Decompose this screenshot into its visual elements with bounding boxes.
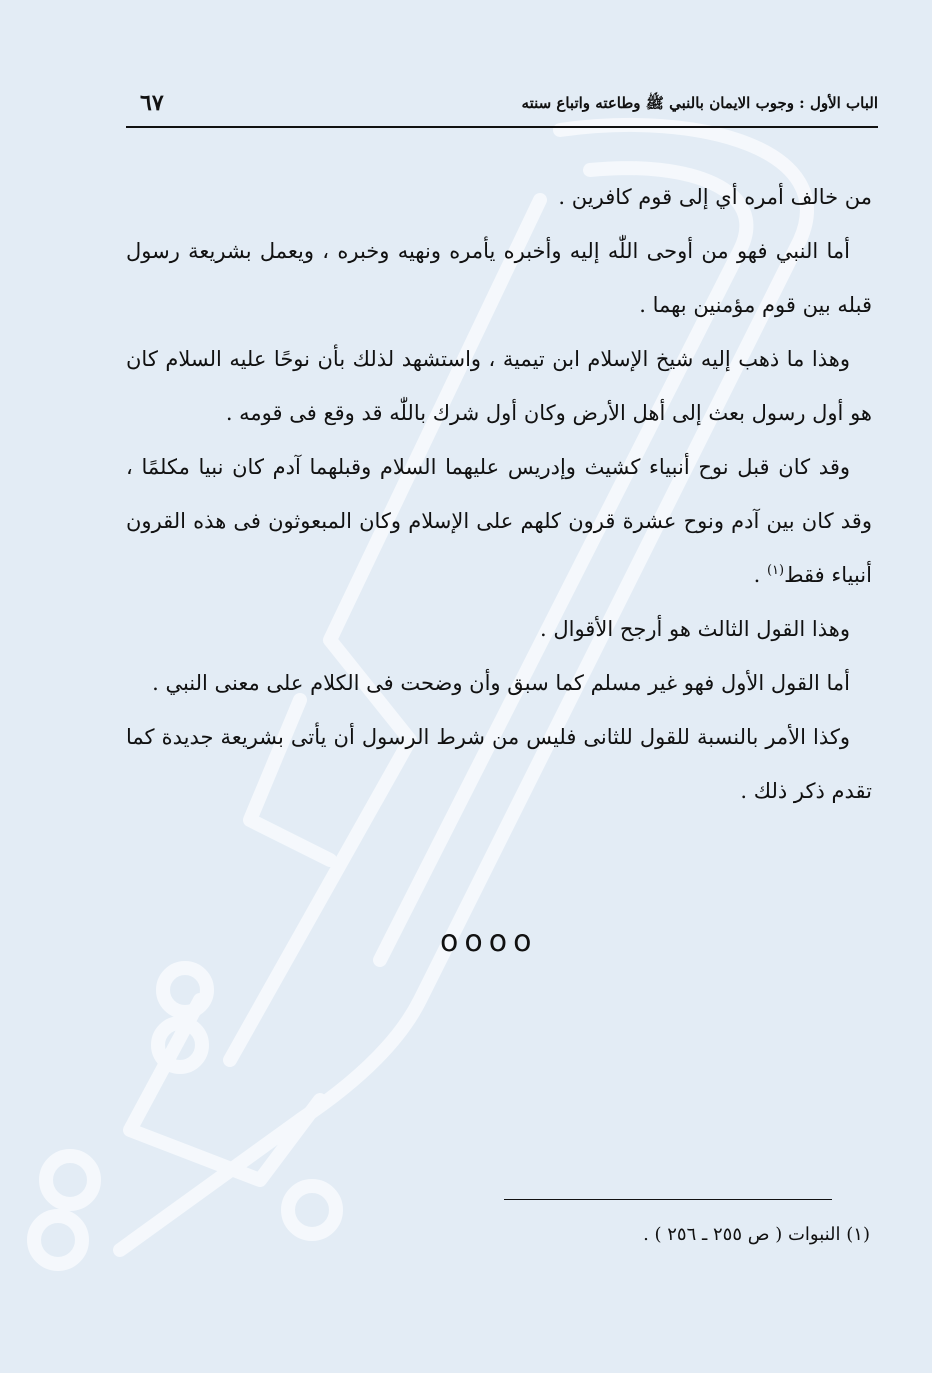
paragraph: أما القول الأول فهو غير مسلم كما سبق وأن وضحت فى الكلام على معنى النبي .: [152, 671, 850, 695]
footnote-divider: [504, 1199, 832, 1200]
paragraph: وهذا القول الثالث هو أرجح الأقوال .: [540, 617, 850, 641]
footnote: (١) النبوات ( ص ٢٥٥ ـ ٢٥٦ ) .: [643, 1224, 870, 1245]
paragraph-text: وقد كان قبل نوح أنبياء كشيث وإدريس عليهما السلام وقبلهما آدم كان نبيا مكلمًا ، وقد كان بين آدم ونوح عشرة قرون كلهم على الإسلام وكان المبعوثون فى هذه القرون أنبياء فقط: [126, 455, 872, 587]
paragraph: وكذا الأمر بالنسبة للقول للثانى فليس من شرط الرسول أن يأتى بشريعة جديدة كما تقدم ذكر ذلك .: [126, 725, 872, 803]
paragraph: وهذا ما ذهب إليه شيخ الإسلام ابن تيمية ، واستشهد لذلك بأن نوحًا عليه السلام كان هو أول رسول بعث إلى أهل الأرض وكان أول شرك باللّٰه قد وقع فى قومه .: [126, 347, 872, 425]
body-text: [126, 170, 872, 818]
paragraph: من خالف أمره أي إلى قوم كافرين .: [558, 185, 872, 209]
section-end-mark: oooo: [440, 924, 538, 959]
paragraph: [126, 440, 872, 602]
footnote-reference: (١): [766, 563, 785, 578]
paragraph-end: .: [753, 563, 767, 587]
paragraph: أما النبي فهو من أوحى اللّٰه إليه وأخبره يأمره ونهيه وخبره ، ويعمل بشريعة رسول قبله بين قوم مؤمنين بهما .: [126, 239, 872, 317]
running-title: الباب الأول : وجوب الايمان بالنبي ﷺ وطاعته واتباع سنته: [521, 94, 878, 112]
page-number: ٦٧: [140, 90, 164, 116]
page-header: [126, 86, 878, 128]
